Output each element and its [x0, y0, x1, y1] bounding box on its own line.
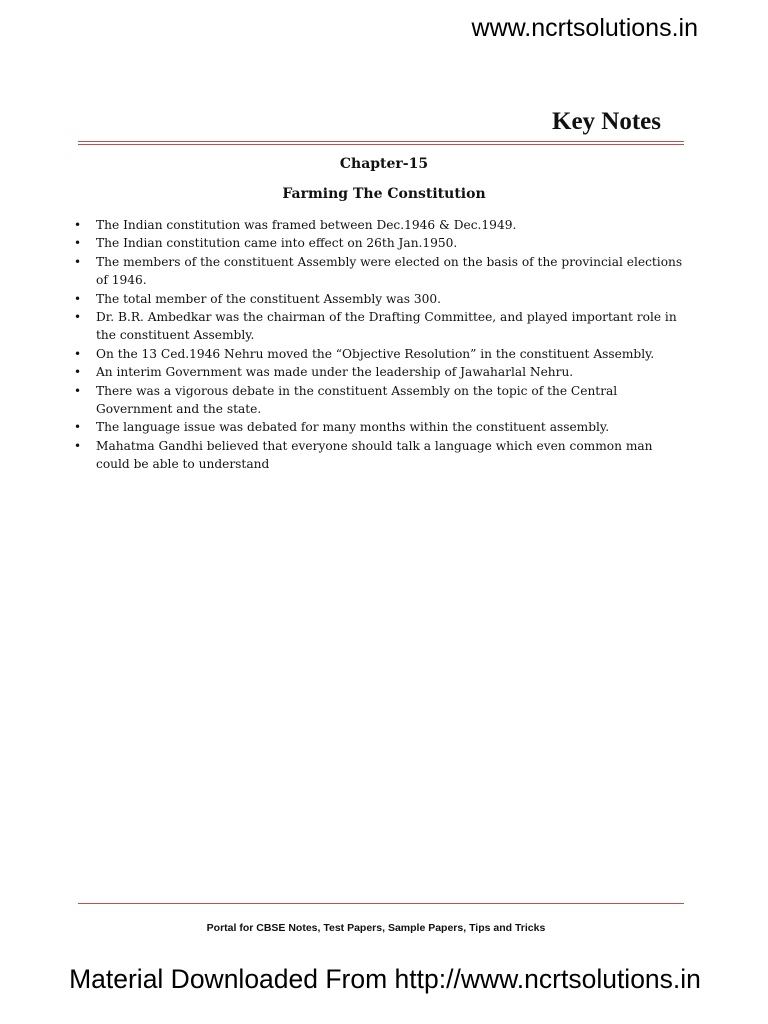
bullet-icon: •	[74, 291, 82, 306]
list-item	[70, 363, 690, 381]
bullet-icon: •	[74, 438, 82, 453]
bullet-icon: •	[74, 383, 82, 398]
note-text: The Indian constitution was framed between Dec.1946 & Dec.1949.	[96, 218, 517, 232]
site-url: www.ncrtsolutions.in	[471, 14, 698, 42]
note-text: The Indian constitution came into effect on 26th Jan.1950.	[96, 236, 458, 251]
note-text: The language issue was debated for many months within the constituent assembly.	[96, 420, 610, 435]
header-divider	[78, 141, 684, 145]
list-item	[70, 290, 690, 308]
chapter-label: Chapter-15	[339, 156, 429, 172]
chapter-title: Farming The Constitution	[282, 186, 486, 202]
list-item	[70, 308, 690, 345]
bullet-icon: •	[74, 236, 82, 251]
bullet-icon: •	[74, 420, 82, 435]
note-text: An interim Government was made under the leadership of Jawaharlal Nehru.	[96, 365, 574, 380]
note-text: Dr. B.R. Ambedkar was the chairman of the Drafting Committee, and played important role in the constituent Assembly.	[96, 310, 677, 343]
notes-list	[70, 216, 690, 474]
bullet-icon: •	[74, 218, 82, 232]
list-item	[70, 418, 690, 436]
note-text: There was a vigorous debate in the constituent Assembly on the topic of the Central Government and the state.	[96, 383, 618, 417]
note-text: Mahatma Gandhi believed that everyone should talk a language which even common man could be able to understand	[96, 438, 653, 472]
footer-divider	[78, 903, 684, 904]
list-item	[70, 382, 690, 419]
list-item	[70, 234, 690, 252]
list-item	[70, 345, 690, 363]
footer-portal-text: Portal for CBSE Notes, Test Papers, Sample Papers, Tips and Tricks	[206, 922, 546, 934]
note-text: The total member of the constituent Assembly was 300.	[96, 291, 441, 306]
bullet-icon: •	[74, 310, 82, 325]
note-text: On the 13 Ced.1946 Nehru moved the “Objective Resolution” in the constituent Assembly.	[96, 346, 655, 361]
bullet-icon: •	[74, 346, 82, 361]
key-notes-heading: Key Notes	[552, 108, 661, 135]
bullet-icon: •	[74, 254, 82, 269]
list-item	[70, 216, 690, 234]
list-item	[70, 253, 690, 290]
bullet-icon: •	[74, 365, 82, 380]
list-item	[70, 437, 690, 474]
note-text: The members of the constituent Assembly were elected on the basis of the provincial elections of 1946.	[96, 254, 683, 288]
footer-download-text: Material Downloaded From http://www.ncrtsolutions.in	[69, 964, 701, 994]
